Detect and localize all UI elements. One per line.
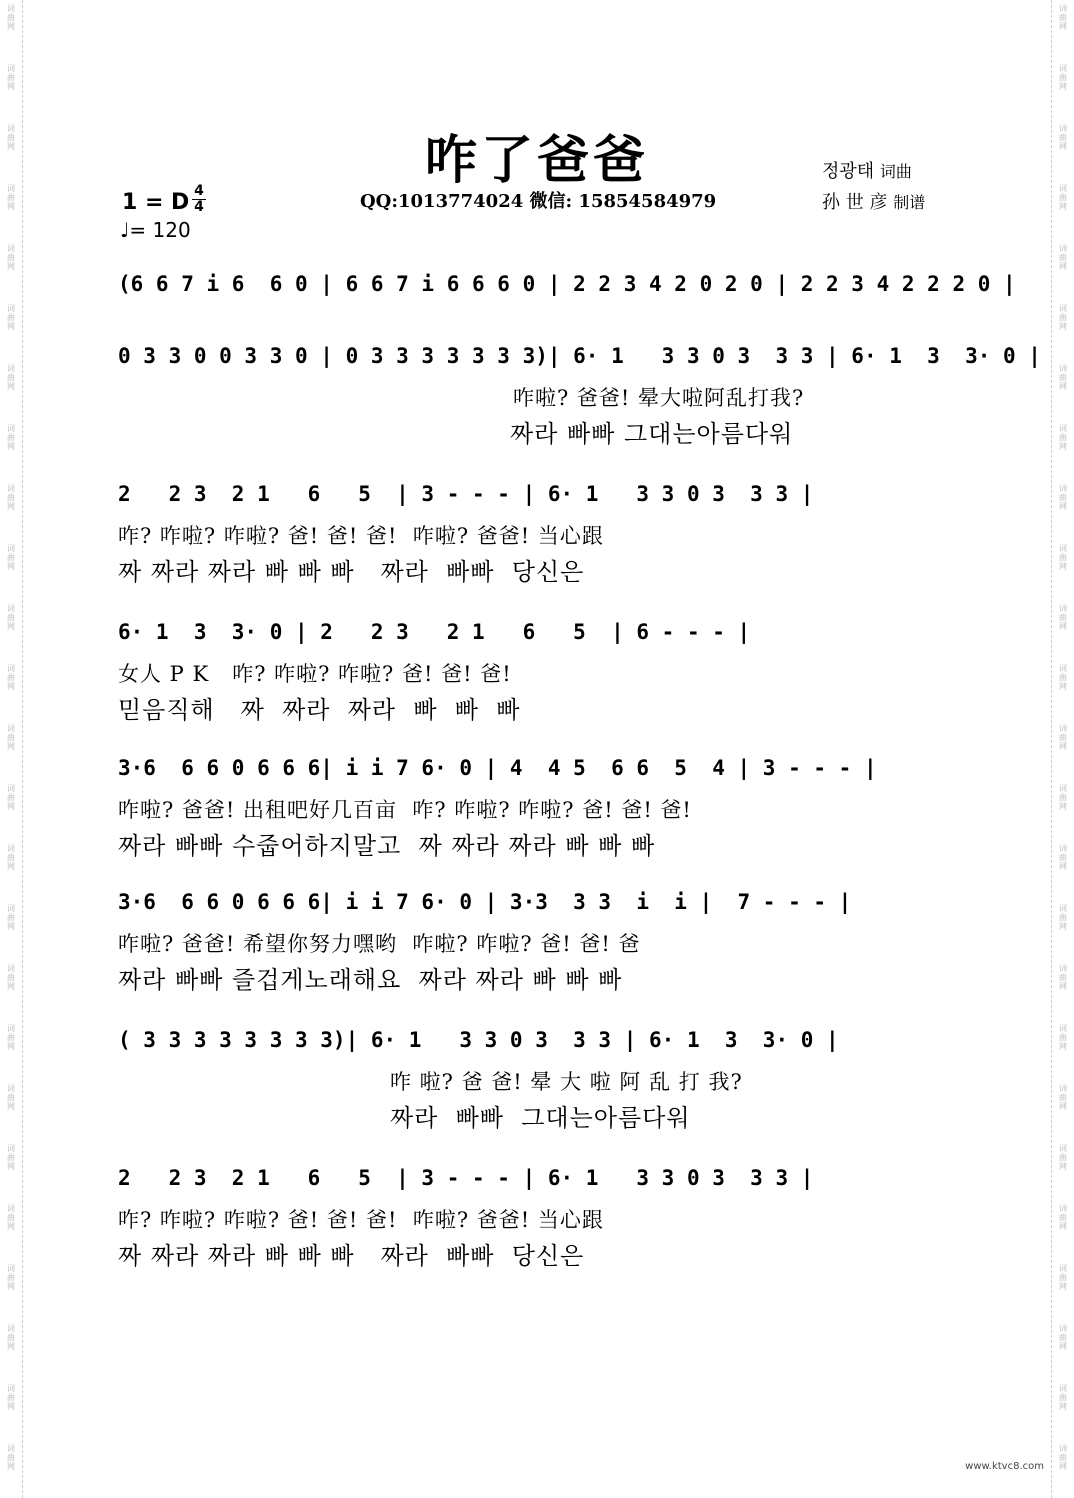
watermark-text: 词 曲 网 bbox=[1059, 364, 1067, 391]
notation-line: 6· 1 3 3· 0 | 2 2 3 2 1 6 5 | 6 - - - | bbox=[118, 620, 751, 644]
watermark-text: 词 曲 网 bbox=[7, 1444, 15, 1471]
watermark-text: 词 曲 网 bbox=[1059, 1024, 1067, 1051]
watermark-text: 词 曲 网 bbox=[1059, 1444, 1067, 1471]
watermark-text: 词 曲 网 bbox=[7, 544, 15, 571]
lyrics-chinese: 咋 啦? 爸 爸! 晕 大 啦 阿 乱 打 我? bbox=[390, 1070, 743, 1094]
contact-info: QQ:1013774024 微信: 15854584979 bbox=[360, 191, 717, 212]
lyrics-korean: 짜 짜라 짜라 빠 빠 빠 짜라 빠빠 당신은 bbox=[118, 558, 585, 586]
watermark-text: 词 曲 网 bbox=[1059, 4, 1067, 31]
watermark-text: 词 曲 网 bbox=[1059, 964, 1067, 991]
notation-line: 2 2 3 2 1 6 5 | 3 - - - | 6· 1 3 3 0 3 3 3 | bbox=[118, 1166, 814, 1190]
watermark-text: 词 曲 网 bbox=[7, 1384, 15, 1411]
notation-line: (6 6 7 i 6 6 0 | 6 6 7 i 6 6 6 0 | 2 2 3 4 2 0 2 0 | 2 2 3 4 2 2 2 0 | bbox=[118, 272, 1016, 296]
lyrics-korean: 믿음직해 짜 짜라 짜라 빠 빠 빠 bbox=[118, 696, 521, 724]
time-signature-top: 4 bbox=[194, 183, 204, 199]
watermark-text: 词 曲 网 bbox=[7, 664, 15, 691]
watermark-text: 词 曲 网 bbox=[1059, 124, 1067, 151]
watermark-text: 词 曲 网 bbox=[1059, 784, 1067, 811]
watermark-text: 词 曲 网 bbox=[1059, 724, 1067, 751]
lyrics-korean: 짜라 빠빠 그대는아름다워 bbox=[510, 420, 794, 448]
watermark-text: 词 曲 网 bbox=[1059, 1384, 1067, 1411]
watermark-text: 词 曲 网 bbox=[7, 244, 15, 271]
time-signature bbox=[192, 184, 206, 215]
watermark-text: 词 曲 网 bbox=[1059, 664, 1067, 691]
watermark-text: 词 曲 网 bbox=[7, 784, 15, 811]
watermark-text: 词 曲 网 bbox=[1059, 1084, 1067, 1111]
watermark-text: 词 曲 网 bbox=[7, 1264, 15, 1291]
time-signature-bottom: 4 bbox=[194, 199, 204, 215]
key-signature: 1 = D bbox=[122, 190, 190, 215]
right-watermark-strip bbox=[1051, 0, 1074, 1498]
watermark-text: 词 曲 网 bbox=[7, 1024, 15, 1051]
watermark-text: 词 曲 网 bbox=[1059, 544, 1067, 571]
watermark-text: 词 曲 网 bbox=[1059, 184, 1067, 211]
lyrics-chinese: 咋啦? 爸爸! 希望你努力嘿哟 咋啦? 咋啦? 爸! 爸! 爸 bbox=[118, 932, 641, 956]
arranger-credit bbox=[822, 188, 925, 214]
notation-line: 2 2 3 2 1 6 5 | 3 - - - | 6· 1 3 3 0 3 3 3 | bbox=[118, 482, 814, 506]
lyrics-korean: 짜라 빠빠 그대는아름다워 bbox=[390, 1104, 691, 1132]
watermark-text: 词 曲 网 bbox=[1059, 244, 1067, 271]
watermark-text: 词 曲 网 bbox=[1059, 424, 1067, 451]
notation-line: ( 3 3 3 3 3 3 3 3)| 6· 1 3 3 0 3 3 3 | 6· 1 3 3· 0 | bbox=[118, 1028, 839, 1052]
watermark-text: 词 曲 网 bbox=[7, 1204, 15, 1231]
lyrics-chinese: 咋啦? 爸爸! 晕大啦阿乱打我? bbox=[513, 386, 805, 410]
arranger-name: 孙 世 彦 bbox=[822, 192, 888, 213]
watermark-text: 词 曲 网 bbox=[1059, 844, 1067, 871]
watermark-text: 词 曲 网 bbox=[1059, 1324, 1067, 1351]
watermark-text: 词 曲 网 bbox=[1059, 484, 1067, 511]
watermark-text: 词 曲 网 bbox=[7, 1324, 15, 1351]
left-watermark-strip bbox=[0, 0, 23, 1498]
arranger-role: 制谱 bbox=[893, 193, 926, 212]
watermark-text: 词 曲 网 bbox=[7, 64, 15, 91]
watermark-text: 词 曲 网 bbox=[1059, 1264, 1067, 1291]
watermark-text: 词 曲 网 bbox=[7, 484, 15, 511]
lyrics-chinese: 咋啦? 爸爸! 出租吧好几百亩 咋? 咋啦? 咋啦? 爸! 爸! 爸! bbox=[118, 798, 692, 822]
watermark-text: 词 曲 网 bbox=[1059, 604, 1067, 631]
watermark-text: 词 曲 网 bbox=[1059, 304, 1067, 331]
tempo-marking: ♩= 120 bbox=[120, 218, 191, 242]
lyrics-chinese: 咋? 咋啦? 咋啦? 爸! 爸! 爸! 咋啦? 爸爸! 当心跟 bbox=[118, 524, 604, 548]
composer-credit bbox=[822, 157, 912, 183]
notation-line: 3·6 6 6 0 6 6 6| i i 7 6· 0 | 3·3 3 3 i i | 7 - - - | bbox=[118, 890, 852, 914]
watermark-text: 词 曲 网 bbox=[7, 904, 15, 931]
watermark-text: 词 曲 网 bbox=[7, 1084, 15, 1111]
watermark-text: 词 曲 网 bbox=[7, 424, 15, 451]
watermark-text: 词 曲 网 bbox=[1059, 1144, 1067, 1171]
footer-site: www.ktvc8.com bbox=[965, 1461, 1044, 1472]
lyrics-chinese: 女人 P K 咋? 咋啦? 咋啦? 爸! 爸! 爸! bbox=[118, 662, 512, 686]
watermark-text: 词 曲 网 bbox=[7, 604, 15, 631]
notation-line: 3·6 6 6 0 6 6 6| i i 7 6· 0 | 4 4 5 6 6 5 4 | 3 - - - | bbox=[118, 756, 877, 780]
watermark-text: 词 曲 网 bbox=[1059, 64, 1067, 91]
lyrics-korean: 짜라 빠빠 수줍어하지말고 짜 짜라 짜라 빠 빠 빠 bbox=[118, 832, 656, 860]
composer-role: 词曲 bbox=[879, 162, 912, 181]
watermark-text: 词 曲 网 bbox=[1059, 1204, 1067, 1231]
watermark-text: 词 曲 网 bbox=[7, 964, 15, 991]
watermark-text: 词 曲 网 bbox=[7, 4, 15, 31]
watermark-text: 词 曲 网 bbox=[7, 304, 15, 331]
lyrics-chinese: 咋? 咋啦? 咋啦? 爸! 爸! 爸! 咋啦? 爸爸! 当心跟 bbox=[118, 1208, 604, 1232]
notation-line: 0 3 3 0 0 3 3 0 | 0 3 3 3 3 3 3 3)| 6· 1 3 3 0 3 3 3 | 6· 1 3 3· 0 | bbox=[118, 344, 1041, 368]
lyrics-korean: 짜 짜라 짜라 빠 빠 빠 짜라 빠빠 당신은 bbox=[118, 1242, 585, 1270]
song-title: 咋了爸爸 bbox=[424, 131, 649, 191]
watermark-text: 词 曲 网 bbox=[7, 1144, 15, 1171]
composer-name: 정광태 bbox=[822, 161, 875, 182]
watermark-text: 词 曲 网 bbox=[7, 184, 15, 211]
watermark-text: 词 曲 网 bbox=[7, 124, 15, 151]
watermark-text: 词 曲 网 bbox=[1059, 904, 1067, 931]
watermark-text: 词 曲 网 bbox=[7, 364, 15, 391]
lyrics-korean: 짜라 빠빠 즐겁게노래해요 짜라 짜라 빠 빠 빠 bbox=[118, 966, 623, 994]
watermark-text: 词 曲 网 bbox=[7, 724, 15, 751]
watermark-text: 词 曲 网 bbox=[7, 844, 15, 871]
